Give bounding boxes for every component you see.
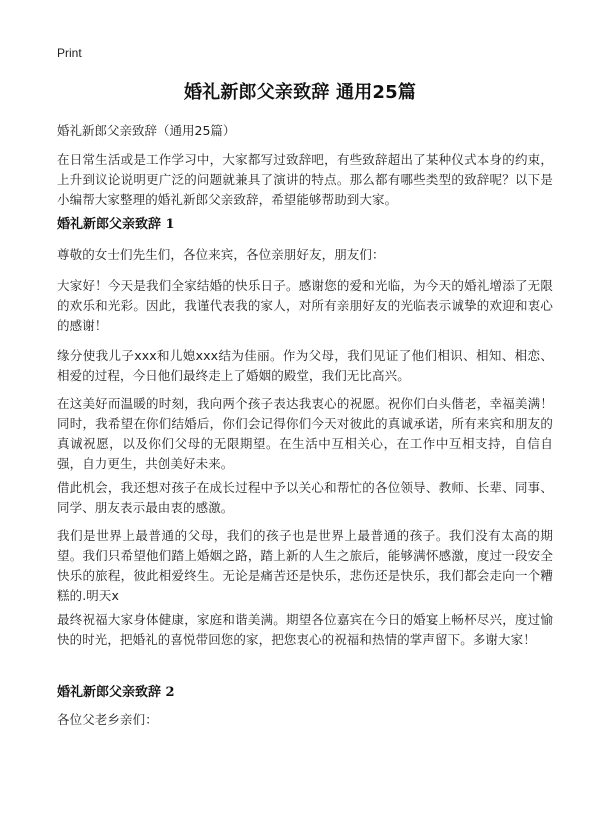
greeting-paragraph-1: 尊敬的女士们先生们，各位来宾，各位亲朋好友，朋友们： — [57, 247, 385, 262]
intro-paragraph: 在日常生活或是工作学习中，大家都写过致辞吧，有些致辞超出了某种仪式本身的约束，上升到议论说明更广泛的问题就兼具了演讲的特点。那么都有哪些类型的致辞呢？以下是小编帮大家整理的婚礼新郎父亲致辞，希望能够帮助到大家。 — [57, 152, 553, 207]
body-paragraph-4: 借此机会，我还想对孩子在成长过程中予以关心和帮忙的各位领导、教师、长辈、同事、同学、朋友表示最由衷的感激。 — [57, 480, 553, 515]
page-title: 婚礼新郎父亲致辞 通用25篇 — [183, 82, 417, 103]
body-paragraph-3: 在这美好而温暖的时刻，我向两个孩子表达我衷心的祝愿。祝你们白头偕老，幸福美满！同时，我希望在你们结婚后，你们会记得你们今天对彼此的真诚承诺，所有来宾和朋友的真诚祝愿，以及你们父母的无限期望。在生活中互相关心，在工作中互相支持，自信自强，自力更生，共创美好未来。 — [57, 396, 553, 471]
document-subtitle: 婚礼新郎父亲致辞（通用25篇） — [57, 123, 236, 138]
body-paragraph-5: 我们是世界上最普通的父母，我们的孩子也是世界上最普通的孩子。我们没有太高的期望。我们只希望他们踏上婚姻之路，踏上新的人生之旅后，能够满怀感激，度过一段安全快乐的旅程，彼此相爱终生。无论是痛苦还是快乐，悲伤还是快乐，我们都会走向一个糟糕的.明天x — [57, 528, 553, 603]
section-heading-2: 婚礼新郎父亲致辞 2 — [57, 685, 175, 700]
body-paragraph-6: 最终祝福大家身体健康，家庭和谐美满。期望各位嘉宾在今日的婚宴上畅杯尽兴，度过愉快的时光，把婚礼的喜悦带回您的家，把您衷心的祝福和热情的掌声留下。多谢大家！ — [57, 612, 553, 647]
print-link[interactable]: Print — [57, 46, 82, 60]
greeting-paragraph-2: 各位父老乡亲们： — [57, 712, 158, 727]
body-paragraph-1: 大家好！今天是我们全家结婚的快乐日子。感谢您的爱和光临，为今天的婚礼增添了无限的欢乐和光彩。因此，我谨代表我的家人，对所有亲朋好友的光临表示诚挚的欢迎和衷心的感谢！ — [57, 278, 553, 333]
body-paragraph-2: 缘分使我儿子xxx和儿媳xxx结为佳丽。作为父母，我们见证了他们相识、相知、相恋、相爱的过程，今日他们最终走上了婚姻的殿堂，我们无比高兴。 — [57, 348, 553, 383]
section-heading-1: 婚礼新郎父亲致辞 1 — [57, 217, 175, 232]
